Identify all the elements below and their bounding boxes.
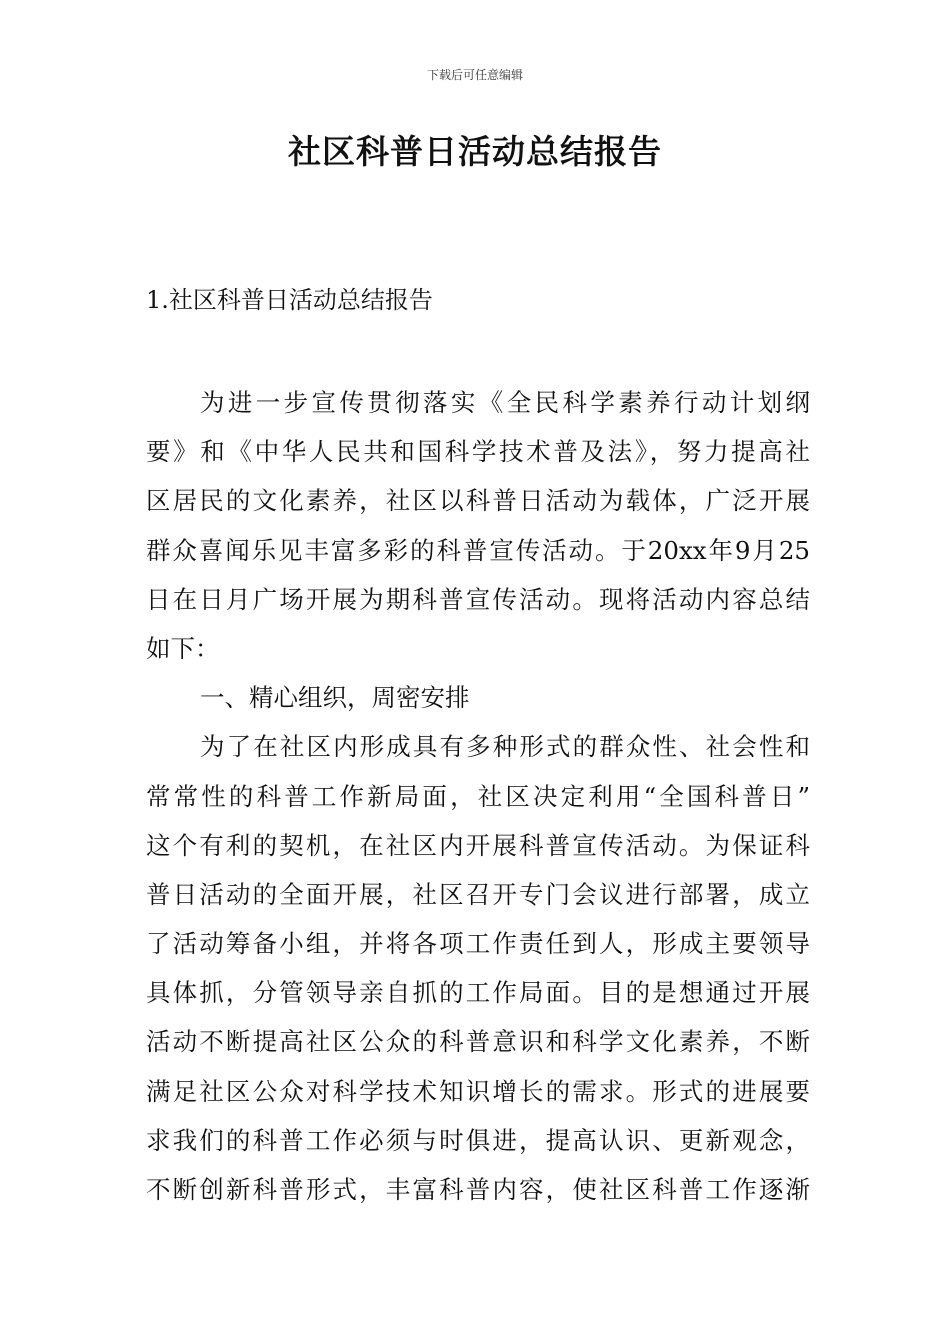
paragraph-line: 日在日月广场开展为期科普宣传活动。现将活动内容总结: [146, 584, 810, 614]
paragraph-line: 如下：: [146, 633, 220, 663]
paragraph-line: 了活动筹备小组，并将各项工作责任到人，形成主要领导: [146, 929, 810, 959]
section-heading: 1.社区科普日活动总结报告: [146, 286, 433, 314]
page-header-note: 下载后可任意编辑: [426, 68, 523, 82]
paragraph-line: 求我们的科普工作必须与时俱进，提高认识、更新观念，: [146, 1125, 810, 1155]
paragraph-line: 不断创新科普形式，丰富科普内容，使社区科普工作逐渐: [146, 1175, 810, 1204]
document-body: [146, 378, 810, 1214]
paragraph-line: 为了在社区内形成具有多种形式的群众性、社会性和: [200, 732, 810, 762]
paragraph-line: 群众喜闻乐见丰富多彩的科普宣传活动。于20xx年9月25: [146, 535, 810, 565]
paragraph-line: 为进一步宣传贯彻落实《全民科学素养行动计划纲: [200, 388, 810, 417]
paragraph-line: 普日活动的全面开展，社区召开专门会议进行部署，成立: [146, 879, 810, 909]
paragraph-line: 满足社区公众对科学技术知识增长的需求。形式的进展要: [146, 1076, 810, 1106]
paragraph-line: 要》和《中华人民共和国科学技术普及法》，努力提高社: [146, 437, 810, 467]
document-title: 社区科普日活动总结报告: [288, 132, 662, 171]
paragraph-line: 常常性的科普工作新局面，社区决定利用“全国科普日”: [146, 781, 810, 811]
paragraph-line: 活动不断提高社区公众的科普意识和科学文化素养，不断: [146, 1027, 810, 1057]
paragraph-line: 这个有利的契机，在社区内开展科普宣传活动。为保证科: [146, 830, 810, 860]
subsection-heading: 一、精心组织，周密安排: [200, 683, 470, 713]
paragraph-line: 具体抓，分管领导亲自抓的工作局面。目的是想通过开展: [146, 978, 810, 1008]
paragraph-line: 区居民的文化素养，社区以科普日活动为载体，广泛开展: [146, 486, 810, 516]
